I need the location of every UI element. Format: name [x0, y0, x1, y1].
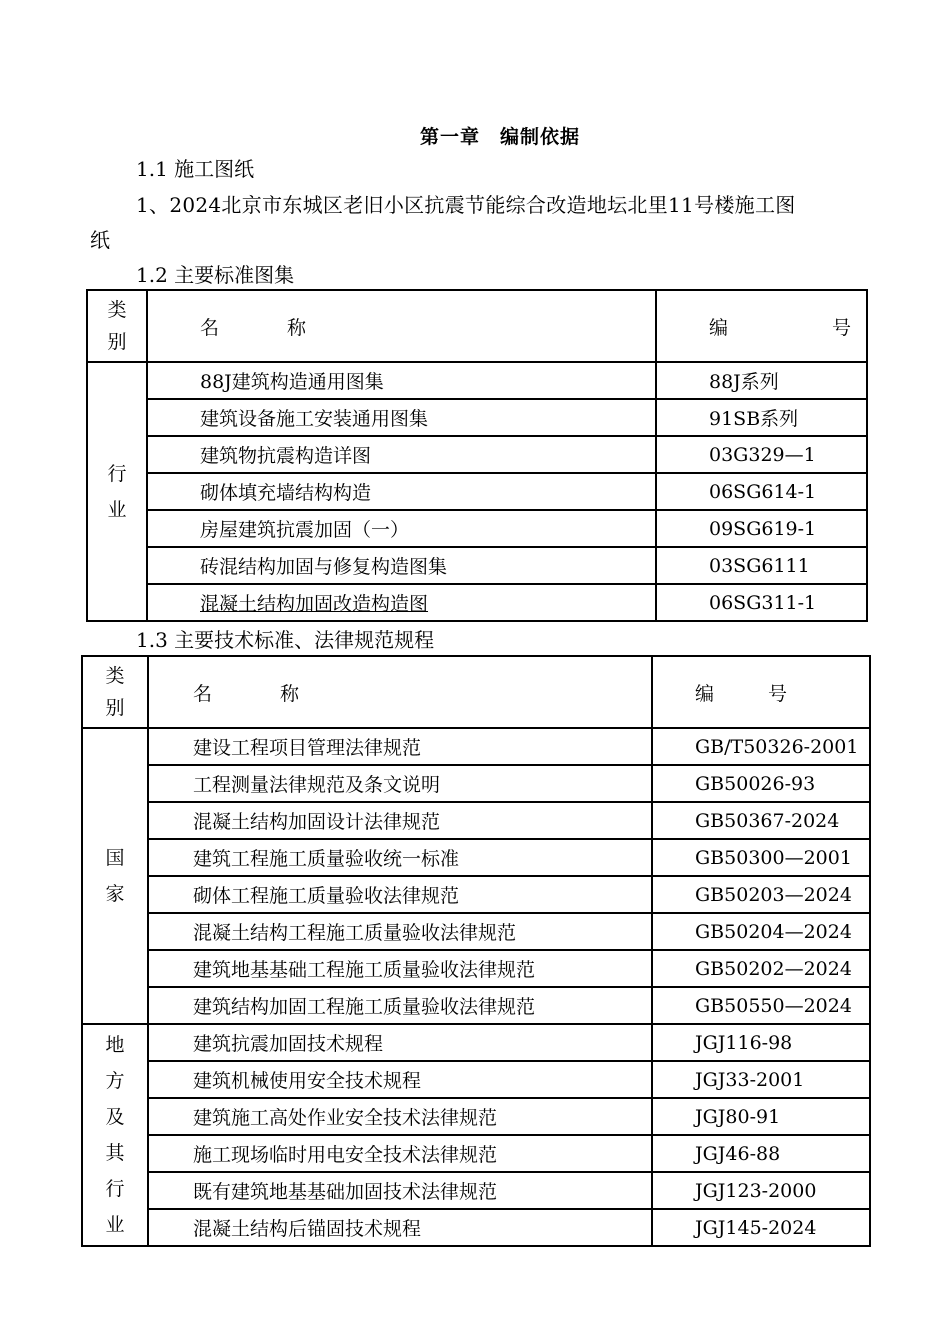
standard-name: 建筑抗震加固技术规程 — [148, 1024, 652, 1061]
standard-code: GB50367-2024 — [652, 802, 870, 839]
standard-name: 混凝土结构工程施工质量验收法律规范 — [148, 913, 652, 950]
standard-name: 混凝土结构后锚固技术规程 — [148, 1209, 652, 1246]
standard-code: 91SB系列 — [656, 399, 867, 436]
table-row — [82, 1172, 870, 1209]
section-heading-atlases: 1.2 主要标准图集 — [136, 263, 295, 287]
header-code-cell — [652, 656, 870, 728]
table-row — [82, 802, 870, 839]
table-row — [87, 584, 867, 621]
standard-name: 房屋建筑抗震加固（一） — [147, 510, 656, 547]
header-code-char: 号 — [768, 682, 788, 705]
standard-name: 施工现场临时用电安全技术法律规范 — [148, 1135, 652, 1172]
category-char: 行 — [107, 462, 127, 485]
standard-name-cell — [147, 584, 656, 621]
standard-name: 混凝土结构加固设计法律规范 — [148, 802, 652, 839]
table-row — [87, 362, 867, 399]
header-name-char: 称 — [287, 316, 307, 339]
header-category-char: 类 — [107, 299, 127, 321]
category-char: 行 — [105, 1178, 125, 1200]
header-category-char: 别 — [107, 331, 127, 353]
category-char: 家 — [105, 883, 125, 905]
standard-name: 88J建筑构造通用图集 — [147, 362, 656, 399]
standard-name: 建筑工程施工质量验收统一标准 — [148, 839, 652, 876]
standard-code: GB50204—2024 — [652, 913, 870, 950]
category-char: 其 — [105, 1142, 125, 1164]
standard-code: GB50026-93 — [652, 765, 870, 802]
drawing-item-line-1: 1、2024北京市东城区老旧小区抗震节能综合改造地坛北里11号楼施工图 — [136, 193, 796, 217]
header-category-char: 别 — [105, 697, 125, 719]
standard-name: 既有建筑地基基础加固技术法律规范 — [148, 1172, 652, 1209]
table-row — [82, 765, 870, 802]
standard-code: JGJ46-88 — [652, 1135, 870, 1172]
standard-code: JGJ80-91 — [652, 1098, 870, 1135]
table-row — [82, 1135, 870, 1172]
header-name-char: 名 — [200, 316, 220, 339]
category-char: 国 — [105, 847, 125, 869]
category-char: 方 — [105, 1070, 125, 1092]
standard-code: JGJ116-98 — [652, 1024, 870, 1061]
standard-name: 工程测量法律规范及条文说明 — [148, 765, 652, 802]
standard-code: 09SG619-1 — [656, 510, 867, 547]
table-row — [87, 510, 867, 547]
header-category-cell — [82, 656, 148, 728]
category-char: 业 — [107, 498, 127, 521]
category-cell-industry — [87, 362, 147, 621]
table-row — [87, 547, 867, 584]
table-row — [82, 1098, 870, 1135]
table-row — [82, 728, 870, 765]
standard-code: 06SG311-1 — [656, 584, 867, 621]
category-cell-local-industry — [82, 1024, 148, 1246]
standard-name: 砌体填充墙结构构造 — [147, 473, 656, 510]
table-row — [87, 473, 867, 510]
standard-name: 混凝土结构加固改造构造图 — [200, 593, 429, 615]
table-row — [82, 839, 870, 876]
standard-code: GB50300—2001 — [652, 839, 870, 876]
standard-name: 砌体工程施工质量验收法律规范 — [148, 876, 652, 913]
header-name-char: 名 — [193, 682, 213, 705]
table-row — [82, 876, 870, 913]
standard-name: 建筑物抗震构造详图 — [147, 436, 656, 473]
header-code-char: 编 — [695, 682, 715, 705]
header-category-cell — [87, 290, 147, 362]
standard-code: 03G329—1 — [656, 436, 867, 473]
standard-code: GB50203—2024 — [652, 876, 870, 913]
header-code-char: 号 — [832, 316, 852, 339]
standard-code: JGJ123-2000 — [652, 1172, 870, 1209]
standard-code: JGJ145-2024 — [652, 1209, 870, 1246]
header-name-cell — [147, 290, 656, 362]
section-heading-standards: 1.3 主要技术标准、法律规范规程 — [136, 628, 435, 652]
header-name-cell — [148, 656, 652, 728]
standard-code: JGJ33-2001 — [652, 1061, 870, 1098]
standard-code: 03SG6111 — [656, 547, 867, 584]
standard-name: 建筑结构加固工程施工质量验收法律规范 — [148, 987, 652, 1024]
category-char: 及 — [105, 1106, 125, 1128]
standard-name: 建设工程项目管理法律规范 — [148, 728, 652, 765]
standards-table — [81, 655, 871, 1247]
table-row — [87, 399, 867, 436]
category-char: 地 — [105, 1034, 125, 1056]
table-row — [82, 1209, 870, 1246]
standard-name: 建筑施工高处作业安全技术法律规范 — [148, 1098, 652, 1135]
header-name-char: 称 — [280, 682, 300, 705]
table-row — [82, 913, 870, 950]
atlas-table-header-row — [87, 290, 867, 362]
atlas-table — [86, 289, 868, 622]
drawing-item-line-2: 纸 — [90, 228, 110, 252]
standards-table-header-row — [82, 656, 870, 728]
table-row — [82, 1061, 870, 1098]
header-code-char: 编 — [709, 316, 729, 339]
chapter-title: 第一章 编制依据 — [419, 126, 580, 148]
standard-code: GB/T50326-2001 — [652, 728, 870, 765]
standard-code: 88J系列 — [656, 362, 867, 399]
standard-name: 建筑设备施工安装通用图集 — [147, 399, 656, 436]
standard-code: GB50202—2024 — [652, 950, 870, 987]
header-category-char: 类 — [105, 665, 125, 687]
standard-name: 建筑机械使用安全技术规程 — [148, 1061, 652, 1098]
table-row — [87, 436, 867, 473]
standard-name: 砖混结构加固与修复构造图集 — [147, 547, 656, 584]
category-char: 业 — [105, 1214, 125, 1236]
standard-code: GB50550—2024 — [652, 987, 870, 1024]
section-heading-drawings: 1.1 施工图纸 — [136, 157, 255, 181]
table-row — [82, 987, 870, 1024]
standard-name: 建筑地基基础工程施工质量验收法律规范 — [148, 950, 652, 987]
header-code-cell — [656, 290, 867, 362]
standard-code: 06SG614-1 — [656, 473, 867, 510]
table-row — [82, 950, 870, 987]
category-cell-national — [82, 728, 148, 1024]
table-row — [82, 1024, 870, 1061]
